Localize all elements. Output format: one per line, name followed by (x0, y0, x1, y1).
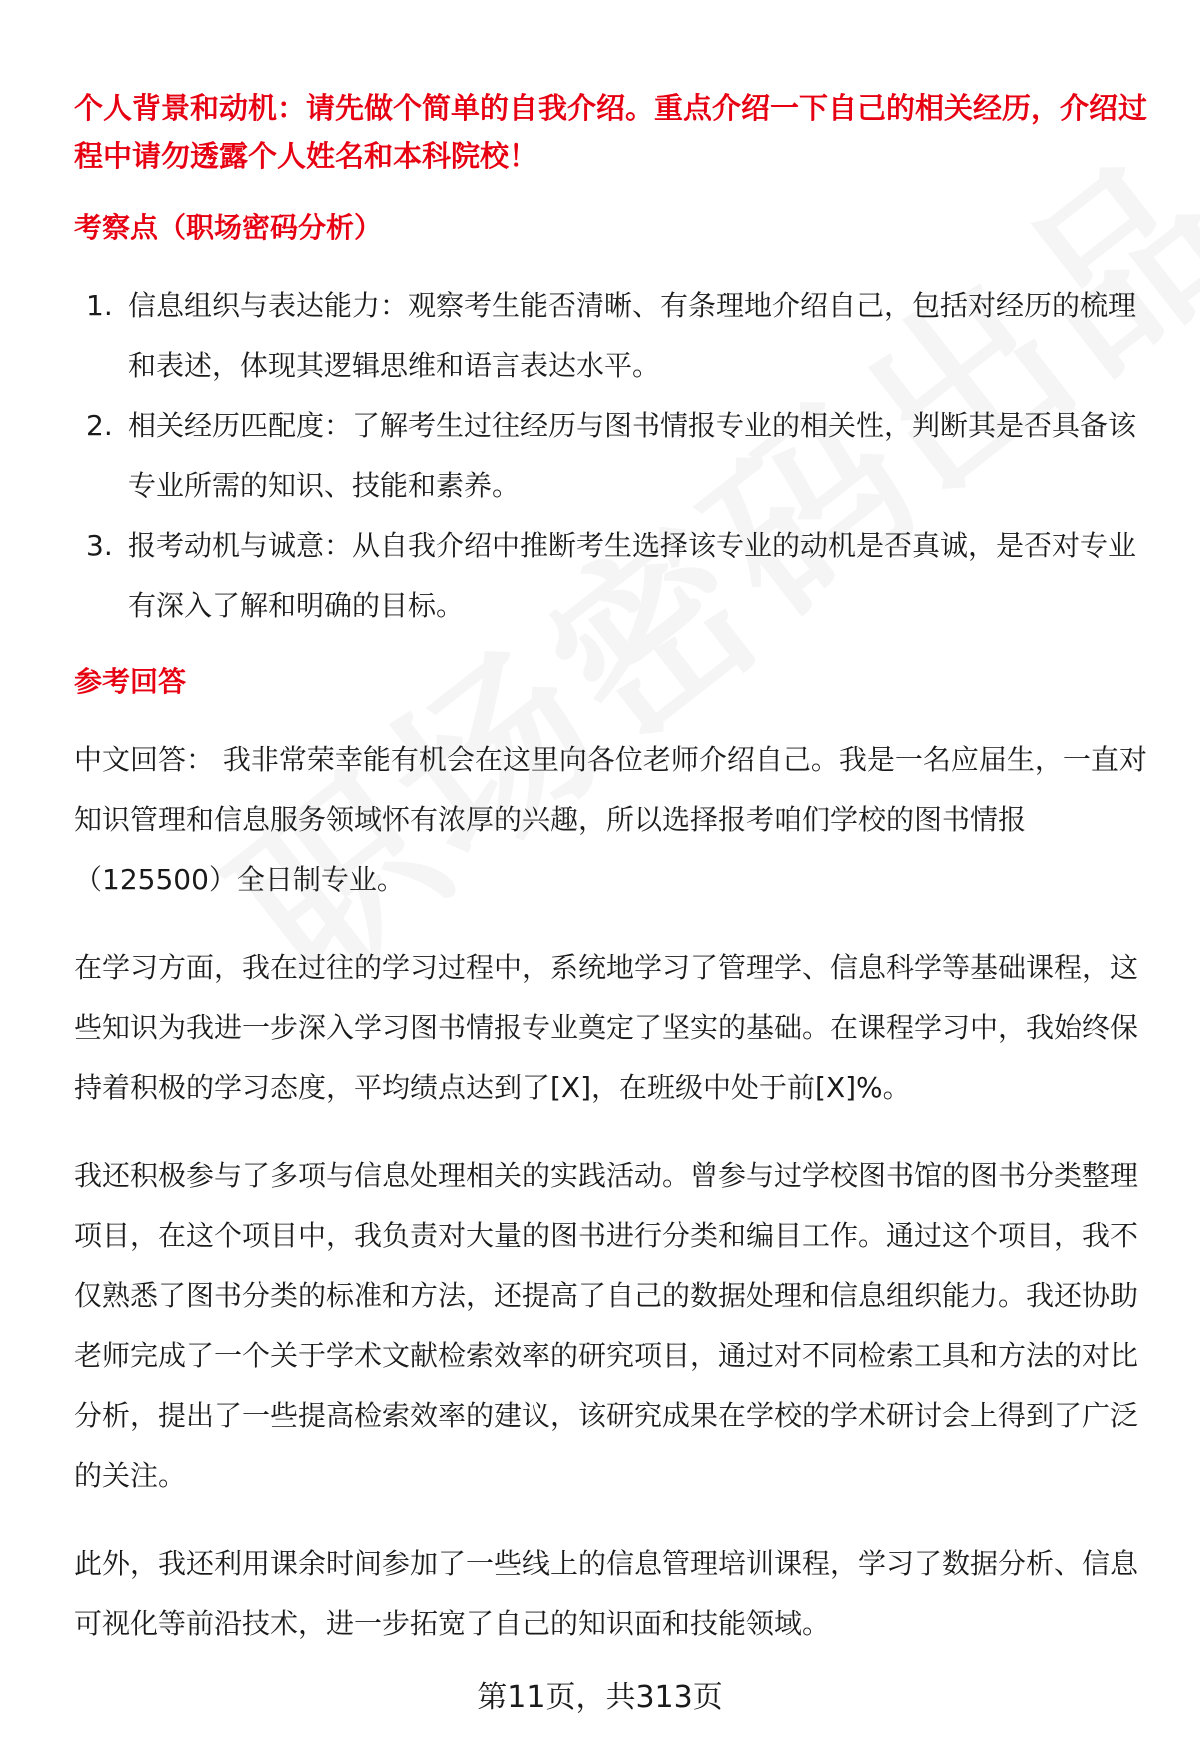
reference-title: 参考回答 (74, 665, 187, 698)
exam-points-title: 考察点（职场密码分析） (74, 211, 383, 244)
document-page (74, 84, 1160, 1654)
list-item (74, 276, 1160, 396)
list-number: 3. (86, 529, 113, 562)
answer-paragraph: 此外，我还利用课余时间参加了一些线上的信息管理培训课程，学习了数据分析、信息可视化等前沿技术，进一步拓宽了自己的知识面和技能领域。 (74, 1547, 1139, 1640)
list-number: 2. (86, 409, 113, 442)
list-item-text: 相关经历匹配度：了解考生过往经历与图书情报专业的相关性，判断其是否具备该专业所需的知识、技能和素养。 (128, 409, 1137, 502)
list-item (74, 396, 1160, 516)
answer-paragraph: 中文回答： 我非常荣幸能有机会在这里向各位老师介绍自己。我是一名应届生，一直对知识管理和信息服务领域怀有浓厚的兴趣，所以选择报考咱们学校的图书情报（125500）全日制专业。 (74, 743, 1147, 896)
list-item-text: 报考动机与诚意：从自我介绍中推断考生选择该专业的动机是否真诚，是否对专业有深入了解和明确的目标。 (128, 529, 1137, 622)
list-number: 1. (86, 289, 113, 322)
answer-paragraph: 我还积极参与了多项与信息处理相关的实践活动。曾参与过学校图书馆的图书分类整理项目，在这个项目中，我负责对大量的图书进行分类和编目工作。通过这个项目，我不仅熟悉了图书分类的标准和方法，还提高了自己的数据处理和信息组织能力。我还协助老师完成了一个关于学术文献检索效率的研究项目，通过对不同检索工具和方法的对比分析，提出了一些提高检索效率的建议，该研究成果在学校的学术研讨会上得到了广泛的关注。 (74, 1159, 1139, 1492)
answer-paragraph: 在学习方面，我在过往的学习过程中，系统地学习了管理学、信息科学等基础课程，这些知识为我进一步深入学习图书情报专业奠定了坚实的基础。在课程学习中，我始终保持着积极的学习态度，平均绩点达到了[X]，在班级中处于前[X]%。 (74, 951, 1139, 1104)
list-item-text: 信息组织与表达能力：观察考生能否清晰、有条理地介绍自己，包括对经历的梳理和表述，体现其逻辑思维和语言表达水平。 (128, 289, 1137, 382)
page-footer: 第11页，共313页 (477, 1680, 723, 1715)
list-item (74, 516, 1160, 636)
intro-question: 个人背景和动机：请先做个简单的自我介绍。重点介绍一下自己的相关经历，介绍过程中请勿透露个人姓名和本科院校！ (74, 91, 1148, 173)
exam-points-list (74, 276, 1160, 636)
